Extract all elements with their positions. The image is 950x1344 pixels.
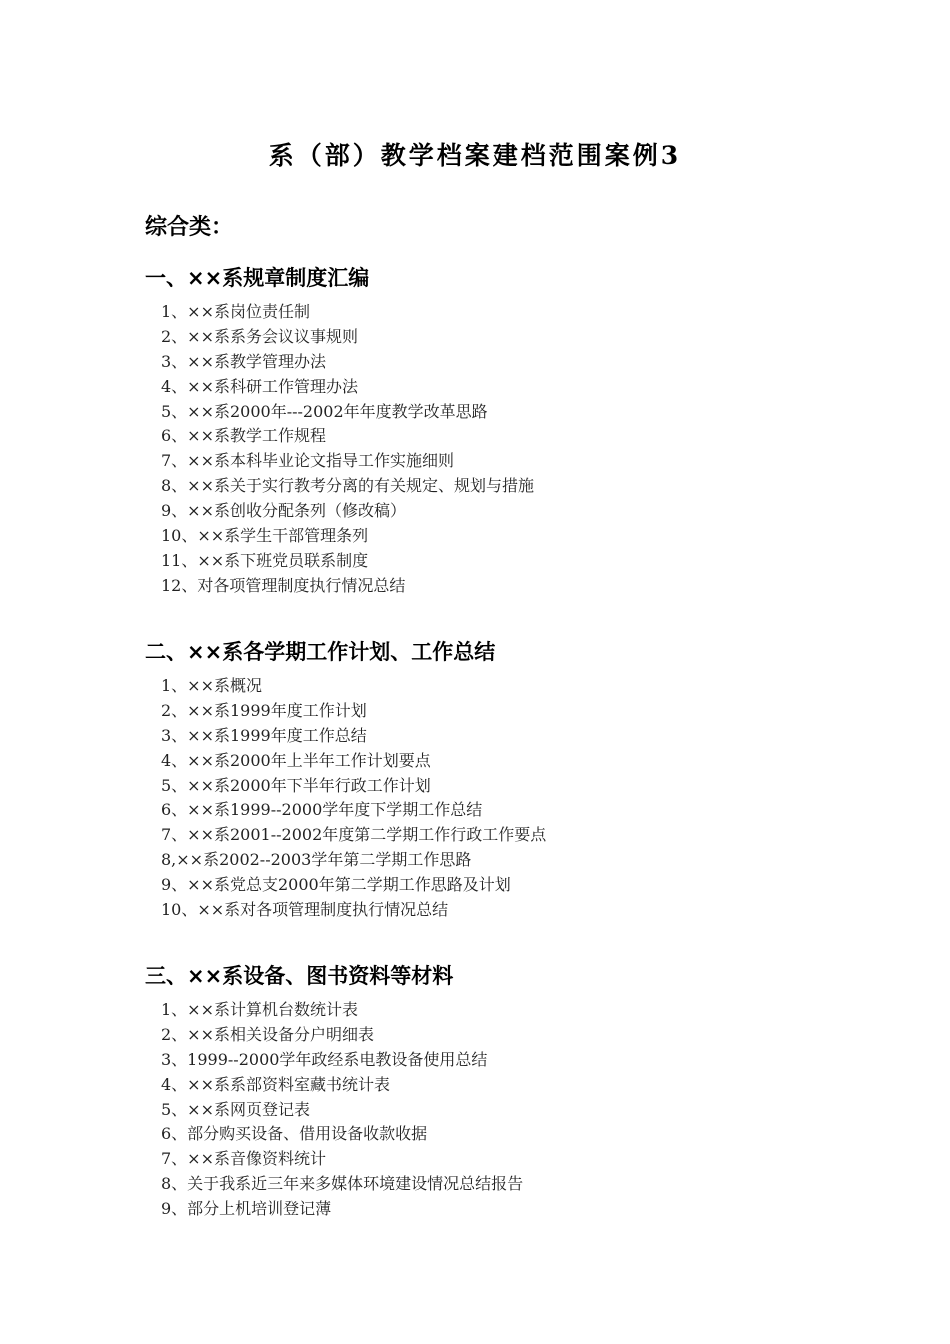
list-item: 10、××系学生干部管理条列 <box>161 526 369 546</box>
list-item: 7、××系音像资料统计 <box>161 1149 326 1169</box>
list-item: 6、××系教学工作规程 <box>161 426 326 446</box>
section-heading: 三、××系设备、图书资料等材料 <box>145 964 454 988</box>
list-item: 8、××系关于实行教考分离的有关规定、规划与措施 <box>161 476 534 496</box>
list-item: 2、××系相关设备分户明细表 <box>161 1024 374 1044</box>
list-item: 3、1999--2000学年政经系电教设备使用总结 <box>161 1049 488 1069</box>
list-item: 7、××系本科毕业论文指导工作实施细则 <box>161 451 454 471</box>
category-label: 综合类： <box>145 215 234 240</box>
section-heading: 一、××系规章制度汇编 <box>145 266 370 290</box>
list-item: 1、××系岗位责任制 <box>161 302 310 321</box>
list-item: 8,××系2002--2003学年第二学期工作思路 <box>161 850 472 870</box>
list-item: 2、××系1999年度工作计划 <box>161 700 367 720</box>
list-item: 5、××系2000年---2002年年度教学改革思路 <box>161 401 488 421</box>
list-item: 6、××系1999--2000学年度下学期工作总结 <box>161 800 483 820</box>
document-title: 系（部）教学档案建档范围案例3 <box>268 141 682 170</box>
list-item: 2、××系系务会议议事规则 <box>161 326 358 346</box>
list-item: 10、××系对各项管理制度执行情况总结 <box>161 900 449 920</box>
list-item: 3、××系教学管理办法 <box>161 351 326 371</box>
item-list <box>161 674 546 923</box>
list-item: 8、关于我系近三年来多媒体环境建设情况总结报告 <box>161 1174 524 1194</box>
list-item: 12、对各项管理制度执行情况总结 <box>161 575 406 595</box>
list-item: 4、××系科研工作管理办法 <box>161 376 358 396</box>
list-item: 9、部分上机培训登记薄 <box>161 1199 332 1219</box>
list-item: 5、××系网页登记表 <box>161 1099 310 1119</box>
list-item: 9、××系创收分配条列（修改稿） <box>161 501 406 521</box>
list-item: 7、××系2001--2002年度第二学期工作行政工作要点 <box>161 825 547 845</box>
list-item: 1、××系计算机台数统计表 <box>161 1000 358 1019</box>
section-heading: 二、××系各学期工作计划、工作总结 <box>145 640 496 664</box>
list-item: 11、××系下班党员联系制度 <box>161 550 369 570</box>
list-item: 5、××系2000年下半年行政工作计划 <box>161 775 431 795</box>
item-list <box>161 300 534 599</box>
list-item: 6、部分购买设备、借用设备收款收据 <box>161 1124 428 1144</box>
list-item: 3、××系1999年度工作总结 <box>161 725 367 745</box>
list-item: 1、××系概况 <box>161 676 262 695</box>
list-item: 4、××系系部资料室藏书统计表 <box>161 1074 390 1094</box>
list-item: 9、××系党总支2000年第二学期工作思路及计划 <box>161 875 511 895</box>
list-item: 4、××系2000年上半年工作计划要点 <box>161 750 431 770</box>
item-list <box>161 998 523 1222</box>
